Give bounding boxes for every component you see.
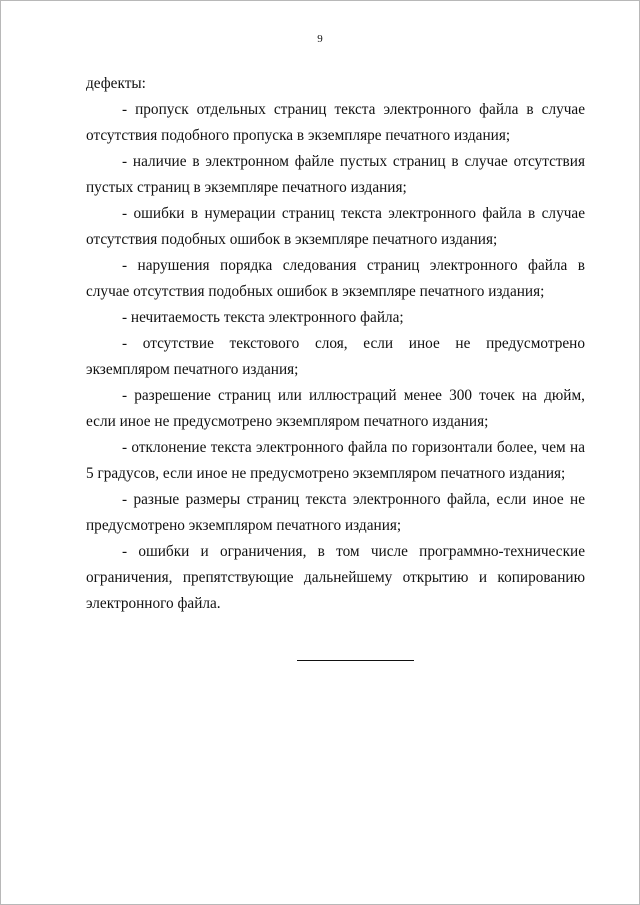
list-item: - отсутствие текстового слоя, если иное не предусмотрено экземпляром печатного издания; [86,335,585,378]
list-item: - наличие в электронном файле пустых страниц в случае отсутствия пустых страниц в экземпляре печатного издания; [86,153,585,196]
list-item: - отклонение текста электронного файла по горизонтали более, чем на 5 градусов, если иное не предусмотрено экземпляром печатного издания; [86,439,585,482]
list-item: - разрешение страниц или иллюстраций менее 300 точек на дюйм, если иное не предусмотрено экземпляром печатного издания; [86,387,585,430]
list-item: - ошибки и ограничения, в том числе программно-технические ограничения, препятствующие дальнейшему открытию и копированию электронного файла. [86,543,585,612]
list-item: - разные размеры страниц текста электронного файла, если иное не предусмотрено экземпляром печатного издания; [86,491,585,534]
list-item: - нарушения порядка следования страниц электронного файла в случае отсутствия подобных ошибок в экземпляре печатного издания; [86,257,585,300]
list-item: - пропуск отдельных страниц текста электронного файла в случае отсутствия подобного пропуска в экземпляре печатного издания; [86,101,585,144]
list-item: - ошибки в нумерации страниц текста электронного файла в случае отсутствия подобных ошибок в экземпляре печатного издания; [86,205,585,248]
document-body [86,71,585,617]
list-item: - нечитаемость текста электронного файла; [122,309,404,326]
closing-divider [297,660,414,661]
lead-text: дефекты: [86,75,146,92]
page-number: 9 [317,33,323,45]
